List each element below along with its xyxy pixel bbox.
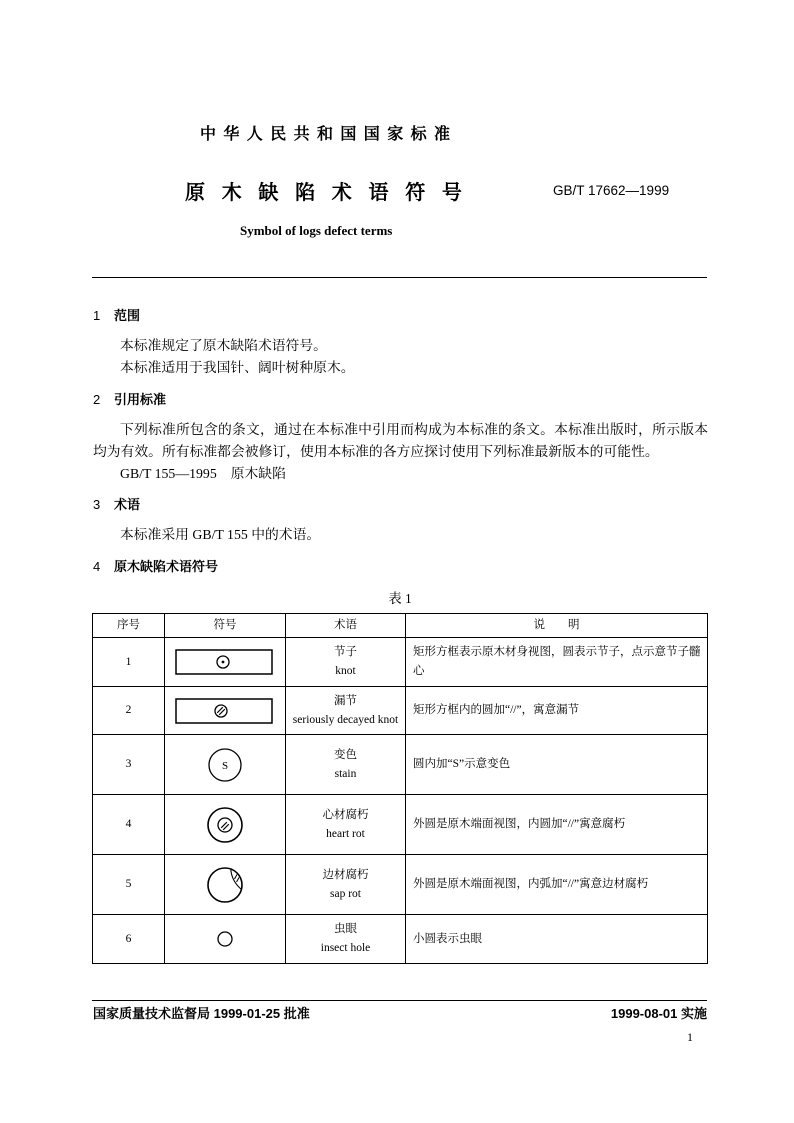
- table-row: [93, 638, 708, 687]
- term-en: knot: [335, 665, 356, 677]
- row-number: 1: [93, 638, 165, 687]
- reference-title: 原木缺陷: [230, 466, 286, 481]
- term-cell: [286, 855, 406, 915]
- symbol-cell: [165, 638, 286, 687]
- term-cell: [286, 795, 406, 855]
- description-cell: 矩形方框内的圆加“//”，寓意漏节: [406, 687, 708, 735]
- term-en: heart rot: [326, 827, 365, 840]
- symbol-table: [92, 613, 708, 964]
- table-row: [93, 915, 708, 964]
- description-cell: 圆内加“S”示意变色: [406, 735, 708, 795]
- description-cell: 外圆是原木端面视图，内圆加“//”寓意腐朽: [406, 795, 708, 855]
- document-title-cn: 原木缺陷术语符号: [185, 182, 479, 204]
- row-number: 3: [93, 735, 165, 795]
- reference-code: GB/T 155—1995: [120, 466, 217, 481]
- section-title: 原木缺陷术语符号: [114, 559, 219, 574]
- issue-statement: 国家质量技术监督局 1999-01-25 批准: [93, 1006, 310, 1021]
- term-en: stain: [334, 767, 357, 780]
- stain-symbol-letter: S: [221, 759, 229, 772]
- symbol-cell: [165, 687, 286, 735]
- header-number: 序号: [93, 614, 165, 638]
- section-2-paragraph: 下列标准所包含的条文，通过在本标准中引用而构成为本标准的条文。本标准出版时，所示版本均为有效。所有标准都会被修订，使用本标准的各方应探讨使用下列标准最新版本的可能性。: [93, 422, 708, 459]
- symbol-cell: [165, 795, 286, 855]
- description-cell: 小圆表示虫眼: [406, 915, 708, 964]
- header-term: 术语: [286, 614, 406, 638]
- header-description: 说明: [406, 614, 708, 638]
- table-row: [93, 795, 708, 855]
- insect-hole-symbol-icon: [215, 929, 235, 949]
- standard-code: GB/T 17662—1999: [553, 183, 670, 198]
- description-cell: 矩形方框表示原木材身视图，圆表示节子，点示意节子髓心: [406, 638, 708, 687]
- term-cn: 虫眼: [334, 923, 357, 935]
- section-2-heading: [93, 389, 166, 411]
- stain-symbol-icon: [205, 745, 245, 785]
- section-1-paragraph: 本标准适用于我国针、阔叶树种原木。: [120, 360, 355, 375]
- term-cell: [286, 687, 406, 735]
- page-number: 1: [687, 1030, 693, 1044]
- term-cell: [286, 638, 406, 687]
- section-title: 引用标准: [114, 392, 167, 407]
- heart-rot-symbol-icon: [205, 805, 245, 845]
- header-rule: [92, 277, 707, 278]
- table-row: [93, 855, 708, 915]
- row-number: 4: [93, 795, 165, 855]
- table-row: [93, 687, 708, 735]
- section-title: 范围: [114, 308, 141, 323]
- row-number: 2: [93, 687, 165, 735]
- symbol-cell: [165, 735, 286, 795]
- table-header-row: [93, 614, 708, 638]
- section-number: 2: [93, 392, 101, 407]
- table-caption: 表 1: [388, 591, 412, 606]
- term-en: sap rot: [330, 887, 361, 900]
- section-number: 4: [93, 559, 101, 574]
- row-number: 5: [93, 855, 165, 915]
- header-symbol: 符号: [165, 614, 286, 638]
- symbol-cell: [165, 855, 286, 915]
- description-cell: 外圆是原木端面视图，内弧加“//”寓意边材腐朽: [406, 855, 708, 915]
- section-3-paragraph: 本标准采用 GB/T 155 中的术语。: [120, 527, 321, 542]
- implementation-date: 1999-08-01 实施: [610, 1006, 707, 1021]
- section-1-heading: [93, 305, 140, 327]
- term-cell: [286, 915, 406, 964]
- term-cn: 心材腐朽: [322, 808, 369, 821]
- seriously-decayed-knot-symbol-icon: [175, 698, 275, 724]
- knot-symbol-icon: [175, 649, 275, 675]
- footer-rule: [92, 1000, 707, 1001]
- term-en: insect hole: [320, 942, 371, 954]
- section-number: 3: [93, 497, 101, 512]
- row-number: 6: [93, 915, 165, 964]
- symbol-cell: [165, 915, 286, 964]
- section-4-heading: [93, 556, 218, 578]
- section-title: 术语: [114, 497, 141, 512]
- term-cn: 边材腐朽: [322, 868, 369, 881]
- document-title-en: Symbol of logs defect terms: [240, 223, 393, 238]
- normative-reference: [120, 463, 286, 485]
- table-row: [93, 735, 708, 795]
- national-standard-heading: 中华人民共和国国家标准: [200, 126, 458, 143]
- term-en: seriously decayed knot: [292, 713, 399, 726]
- term-cn: 变色: [334, 748, 357, 761]
- term-cell: [286, 735, 406, 795]
- term-cn: 漏节: [334, 694, 357, 707]
- term-cn: 节子: [334, 646, 357, 658]
- section-number: 1: [93, 308, 101, 323]
- section-3-heading: [93, 494, 140, 516]
- sap-rot-symbol-icon: [205, 865, 245, 905]
- section-1-paragraph: 本标准规定了原木缺陷术语符号。: [120, 338, 327, 353]
